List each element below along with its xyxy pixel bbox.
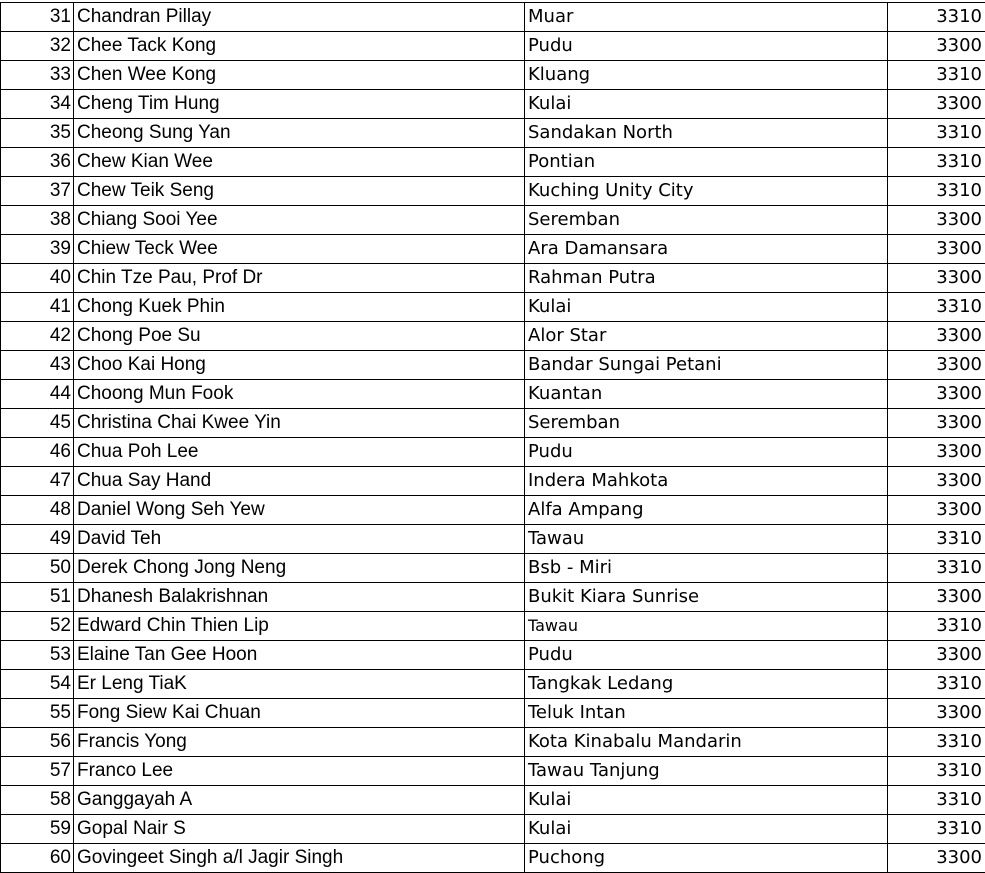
row-number-cell[interactable]: 36 — [1, 148, 74, 177]
table-row — [1, 235, 985, 264]
row-number-cell[interactable]: 53 — [1, 641, 74, 670]
row-number-cell[interactable]: 34 — [1, 90, 74, 119]
club-name-cell[interactable]: Kulai — [525, 815, 888, 844]
row-number-cell[interactable]: 51 — [1, 583, 74, 612]
row-number-cell[interactable]: 48 — [1, 496, 74, 525]
member-name-cell[interactable]: Cheng Tim Hung — [74, 90, 525, 119]
club-name-cell[interactable]: Kulai — [525, 293, 888, 322]
district-code-cell[interactable]: 3310 — [888, 3, 985, 32]
club-name-cell[interactable]: Tangkak Ledang — [525, 670, 888, 699]
club-name-cell[interactable]: Bukit Kiara Sunrise — [525, 583, 888, 612]
club-name-cell[interactable]: Bsb - Miri — [525, 554, 888, 583]
table-row — [1, 119, 985, 148]
club-name-cell[interactable]: Ara Damansara — [525, 235, 888, 264]
table-row — [1, 583, 985, 612]
district-code-cell[interactable]: 3300 — [888, 380, 985, 409]
table-row — [1, 815, 985, 844]
club-name-cell[interactable]: Pudu — [525, 32, 888, 61]
row-number-cell[interactable]: 58 — [1, 786, 74, 815]
member-name-cell[interactable]: Ganggayah A — [74, 786, 525, 815]
club-name-cell[interactable]: Muar — [525, 3, 888, 32]
member-name-cell[interactable]: Chee Tack Kong — [74, 32, 525, 61]
member-table-body — [1, 3, 985, 873]
district-code-cell[interactable]: 3300 — [888, 90, 985, 119]
row-number-cell[interactable]: 57 — [1, 757, 74, 786]
district-code-cell[interactable]: 3310 — [888, 670, 985, 699]
district-code-cell[interactable]: 3310 — [888, 786, 985, 815]
table-row — [1, 844, 985, 873]
table-row — [1, 786, 985, 815]
table-row — [1, 322, 985, 351]
district-code-cell[interactable]: 3300 — [888, 264, 985, 293]
district-code-cell[interactable]: 3300 — [888, 438, 985, 467]
member-name-cell[interactable]: Choong Mun Fook — [74, 380, 525, 409]
table-row — [1, 3, 985, 32]
table-row — [1, 351, 985, 380]
row-number-cell[interactable]: 33 — [1, 61, 74, 90]
row-number-cell[interactable]: 54 — [1, 670, 74, 699]
row-number-cell[interactable]: 43 — [1, 351, 74, 380]
district-code-cell[interactable]: 3310 — [888, 61, 985, 90]
district-code-cell[interactable]: 3310 — [888, 177, 985, 206]
member-name-cell[interactable]: Chandran Pillay — [74, 3, 525, 32]
row-number-cell[interactable]: 39 — [1, 235, 74, 264]
table-row — [1, 467, 985, 496]
table-row — [1, 206, 985, 235]
club-name-cell[interactable]: Tawau — [525, 612, 888, 641]
table-row — [1, 612, 985, 641]
club-name-cell[interactable]: Pontian — [525, 148, 888, 177]
row-number-cell[interactable]: 60 — [1, 844, 74, 873]
club-name-cell[interactable]: Seremban — [525, 206, 888, 235]
member-name-cell[interactable]: Derek Chong Jong Neng — [74, 554, 525, 583]
table-row — [1, 554, 985, 583]
district-code-cell[interactable]: 3300 — [888, 496, 985, 525]
row-number-cell[interactable]: 59 — [1, 815, 74, 844]
district-code-cell[interactable]: 3300 — [888, 699, 985, 728]
district-code-cell[interactable]: 3310 — [888, 148, 985, 177]
club-name-cell[interactable]: Bandar Sungai Petani — [525, 351, 888, 380]
club-name-cell[interactable]: Kuching Unity City — [525, 177, 888, 206]
member-name-cell[interactable]: Chua Poh Lee — [74, 438, 525, 467]
club-name-cell[interactable]: Kota Kinabalu Mandarin — [525, 728, 888, 757]
member-name-cell[interactable]: Er Leng TiaK — [74, 670, 525, 699]
table-row — [1, 496, 985, 525]
district-code-cell[interactable]: 3300 — [888, 641, 985, 670]
row-number-cell[interactable]: 50 — [1, 554, 74, 583]
club-name-cell[interactable]: Teluk Intan — [525, 699, 888, 728]
district-code-cell[interactable]: 3310 — [888, 119, 985, 148]
member-name-cell[interactable]: Christina Chai Kwee Yin — [74, 409, 525, 438]
club-name-cell[interactable]: Kuantan — [525, 380, 888, 409]
district-code-cell[interactable]: 3310 — [888, 525, 985, 554]
club-name-cell[interactable]: Pudu — [525, 438, 888, 467]
row-number-cell[interactable]: 32 — [1, 32, 74, 61]
district-code-cell[interactable]: 3310 — [888, 815, 985, 844]
table-row — [1, 380, 985, 409]
club-name-cell[interactable]: Kluang — [525, 61, 888, 90]
club-name-cell[interactable]: Alor Star — [525, 322, 888, 351]
club-name-cell[interactable]: Rahman Putra — [525, 264, 888, 293]
row-number-cell[interactable]: 47 — [1, 467, 74, 496]
member-name-cell[interactable]: David Teh — [74, 525, 525, 554]
district-code-cell[interactable]: 3310 — [888, 612, 985, 641]
district-code-cell[interactable]: 3300 — [888, 409, 985, 438]
row-number-cell[interactable]: 46 — [1, 438, 74, 467]
table-row — [1, 293, 985, 322]
club-name-cell[interactable]: Pudu — [525, 641, 888, 670]
member-name-cell[interactable]: Chew Kian Wee — [74, 148, 525, 177]
club-name-cell[interactable]: Sandakan North — [525, 119, 888, 148]
member-name-cell[interactable]: Chiew Teck Wee — [74, 235, 525, 264]
member-name-cell[interactable]: Chen Wee Kong — [74, 61, 525, 90]
member-name-cell[interactable]: Choo Kai Hong — [74, 351, 525, 380]
member-name-cell[interactable]: Chiang Sooi Yee — [74, 206, 525, 235]
club-name-cell[interactable]: Indera Mahkota — [525, 467, 888, 496]
club-name-cell[interactable]: Seremban — [525, 409, 888, 438]
district-code-cell[interactable]: 3300 — [888, 235, 985, 264]
club-name-cell[interactable]: Puchong — [525, 844, 888, 873]
district-code-cell[interactable]: 3300 — [888, 467, 985, 496]
member-name-cell[interactable]: Gopal Nair S — [74, 815, 525, 844]
table-row — [1, 264, 985, 293]
member-name-cell[interactable]: Chew Teik Seng — [74, 177, 525, 206]
table-row — [1, 61, 985, 90]
district-code-cell[interactable]: 3310 — [888, 757, 985, 786]
row-number-cell[interactable]: 45 — [1, 409, 74, 438]
member-name-cell[interactable]: Cheong Sung Yan — [74, 119, 525, 148]
row-number-cell[interactable]: 37 — [1, 177, 74, 206]
district-code-cell[interactable]: 3310 — [888, 728, 985, 757]
district-code-cell[interactable]: 3300 — [888, 32, 985, 61]
district-code-cell[interactable]: 3300 — [888, 844, 985, 873]
member-name-cell[interactable]: Elaine Tan Gee Hoon — [74, 641, 525, 670]
row-number-cell[interactable]: 40 — [1, 264, 74, 293]
table-row — [1, 409, 985, 438]
member-name-cell[interactable]: Chong Kuek Phin — [74, 293, 525, 322]
table-row — [1, 728, 985, 757]
row-number-cell[interactable]: 41 — [1, 293, 74, 322]
member-name-cell[interactable]: Chong Poe Su — [74, 322, 525, 351]
table-row — [1, 641, 985, 670]
member-name-cell[interactable]: Edward Chin Thien Lip — [74, 612, 525, 641]
member-name-cell[interactable]: Franco Lee — [74, 757, 525, 786]
district-code-cell[interactable]: 3300 — [888, 583, 985, 612]
row-number-cell[interactable]: 42 — [1, 322, 74, 351]
table-row — [1, 148, 985, 177]
row-number-cell[interactable]: 31 — [1, 3, 74, 32]
table-row — [1, 90, 985, 119]
table-row — [1, 699, 985, 728]
club-name-cell[interactable]: Kulai — [525, 786, 888, 815]
member-name-cell[interactable]: Fong Siew Kai Chuan — [74, 699, 525, 728]
row-number-cell[interactable]: 38 — [1, 206, 74, 235]
table-row — [1, 757, 985, 786]
row-number-cell[interactable]: 56 — [1, 728, 74, 757]
club-name-cell[interactable]: Tawau Tanjung — [525, 757, 888, 786]
district-code-cell[interactable]: 3300 — [888, 206, 985, 235]
club-name-cell[interactable]: Alfa Ampang — [525, 496, 888, 525]
row-number-cell[interactable]: 55 — [1, 699, 74, 728]
row-number-cell[interactable]: 52 — [1, 612, 74, 641]
row-number-cell[interactable]: 49 — [1, 525, 74, 554]
district-code-cell[interactable]: 3310 — [888, 293, 985, 322]
member-name-cell[interactable]: Francis Yong — [74, 728, 525, 757]
district-code-cell[interactable]: 3300 — [888, 351, 985, 380]
member-name-cell[interactable]: Daniel Wong Seh Yew — [74, 496, 525, 525]
district-code-cell[interactable]: 3310 — [888, 554, 985, 583]
member-table — [0, 2, 985, 873]
table-row — [1, 177, 985, 206]
member-name-cell[interactable]: Chua Say Hand — [74, 467, 525, 496]
row-number-cell[interactable]: 44 — [1, 380, 74, 409]
row-number-cell[interactable]: 35 — [1, 119, 74, 148]
table-row — [1, 525, 985, 554]
member-name-cell[interactable]: Chin Tze Pau, Prof Dr — [74, 264, 525, 293]
club-name-cell[interactable]: Tawau — [525, 525, 888, 554]
member-name-cell[interactable]: Govingeet Singh a/l Jagir Singh — [74, 844, 525, 873]
table-row — [1, 670, 985, 699]
table-row — [1, 32, 985, 61]
club-name-cell[interactable]: Kulai — [525, 90, 888, 119]
district-code-cell[interactable]: 3300 — [888, 322, 985, 351]
table-row — [1, 438, 985, 467]
member-name-cell[interactable]: Dhanesh Balakrishnan — [74, 583, 525, 612]
